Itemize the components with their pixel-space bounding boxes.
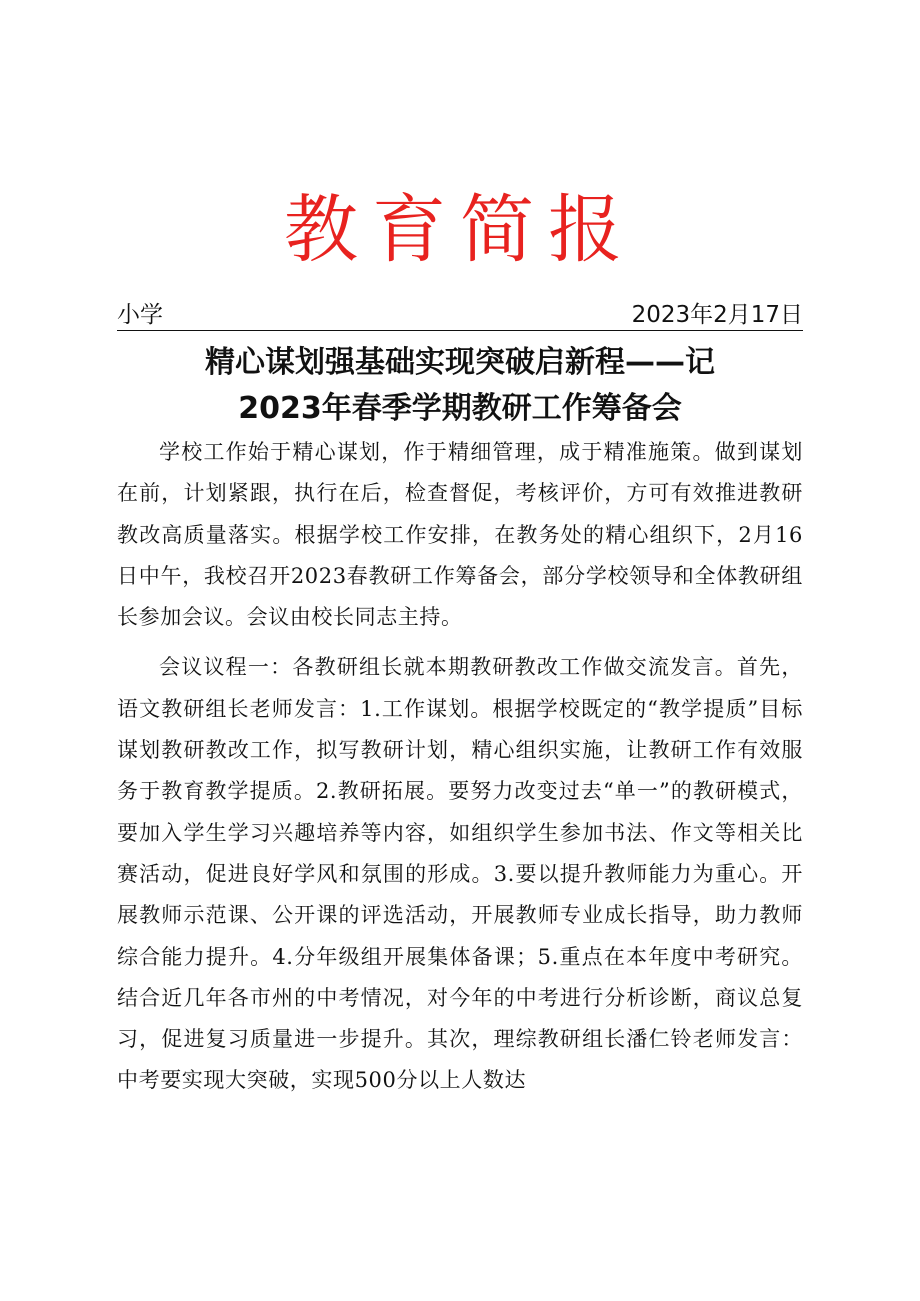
school-name: 小学 <box>117 302 163 328</box>
info-line <box>117 300 803 331</box>
issue-date: 2023年2月17日 <box>631 302 803 328</box>
paragraph-1: 学校工作始于精心谋划，作于精细管理，成于精准施策。做到谋划在前，计划紧跟，执行在后，检查督促，考核评价，方可有效推进教研教改高质量落实。根据学校工作安排，在教务处的精心组织下，2月16日中午，我校召开2023春教研工作筹备会，部分学校领导和全体教研组长参加会议。会议由校长同志主持。 <box>117 440 803 630</box>
headline-line-1: 精心谋划强基础实现突破启新程——记 <box>205 345 715 380</box>
article-body <box>117 432 803 1102</box>
masthead-title: 教育简报 <box>284 187 636 273</box>
article-headline <box>0 340 920 432</box>
headline-line-2: 2023年春季学期教研工作筹备会 <box>238 391 682 426</box>
paragraph-2: 会议议程一：各教研组长就本期教研教改工作做交流发言。首先，语文教研组长老师发言：1.工作谋划。根据学校既定的“教学提质”目标谋划教研教改工作，拟写教研计划，精心组织实施，让教研工作有效服务于教育教学提质。2.教研拓展。要努力改变过去“单一”的教研模式，要加入学生学习兴趣培养等内容，如组织学生参加书法、作文等相关比赛活动，促进良好学风和氛围的形成。3.要以提升教师能力为重心。开展教师示范课、公开课的评选活动，开展教师专业成长指导，助力教师综合能力提升。4.分年级组开展集体备课；5.重点在本年度中考研究。结合近几年各市州的中考情况，对今年的中考进行分析诊断，商议总复习，促进复习质量进一步提升。其次，理综教研组长潘仁铃老师发言：中考要实现大突破，实现500分以上人数达 <box>117 655 803 1093</box>
